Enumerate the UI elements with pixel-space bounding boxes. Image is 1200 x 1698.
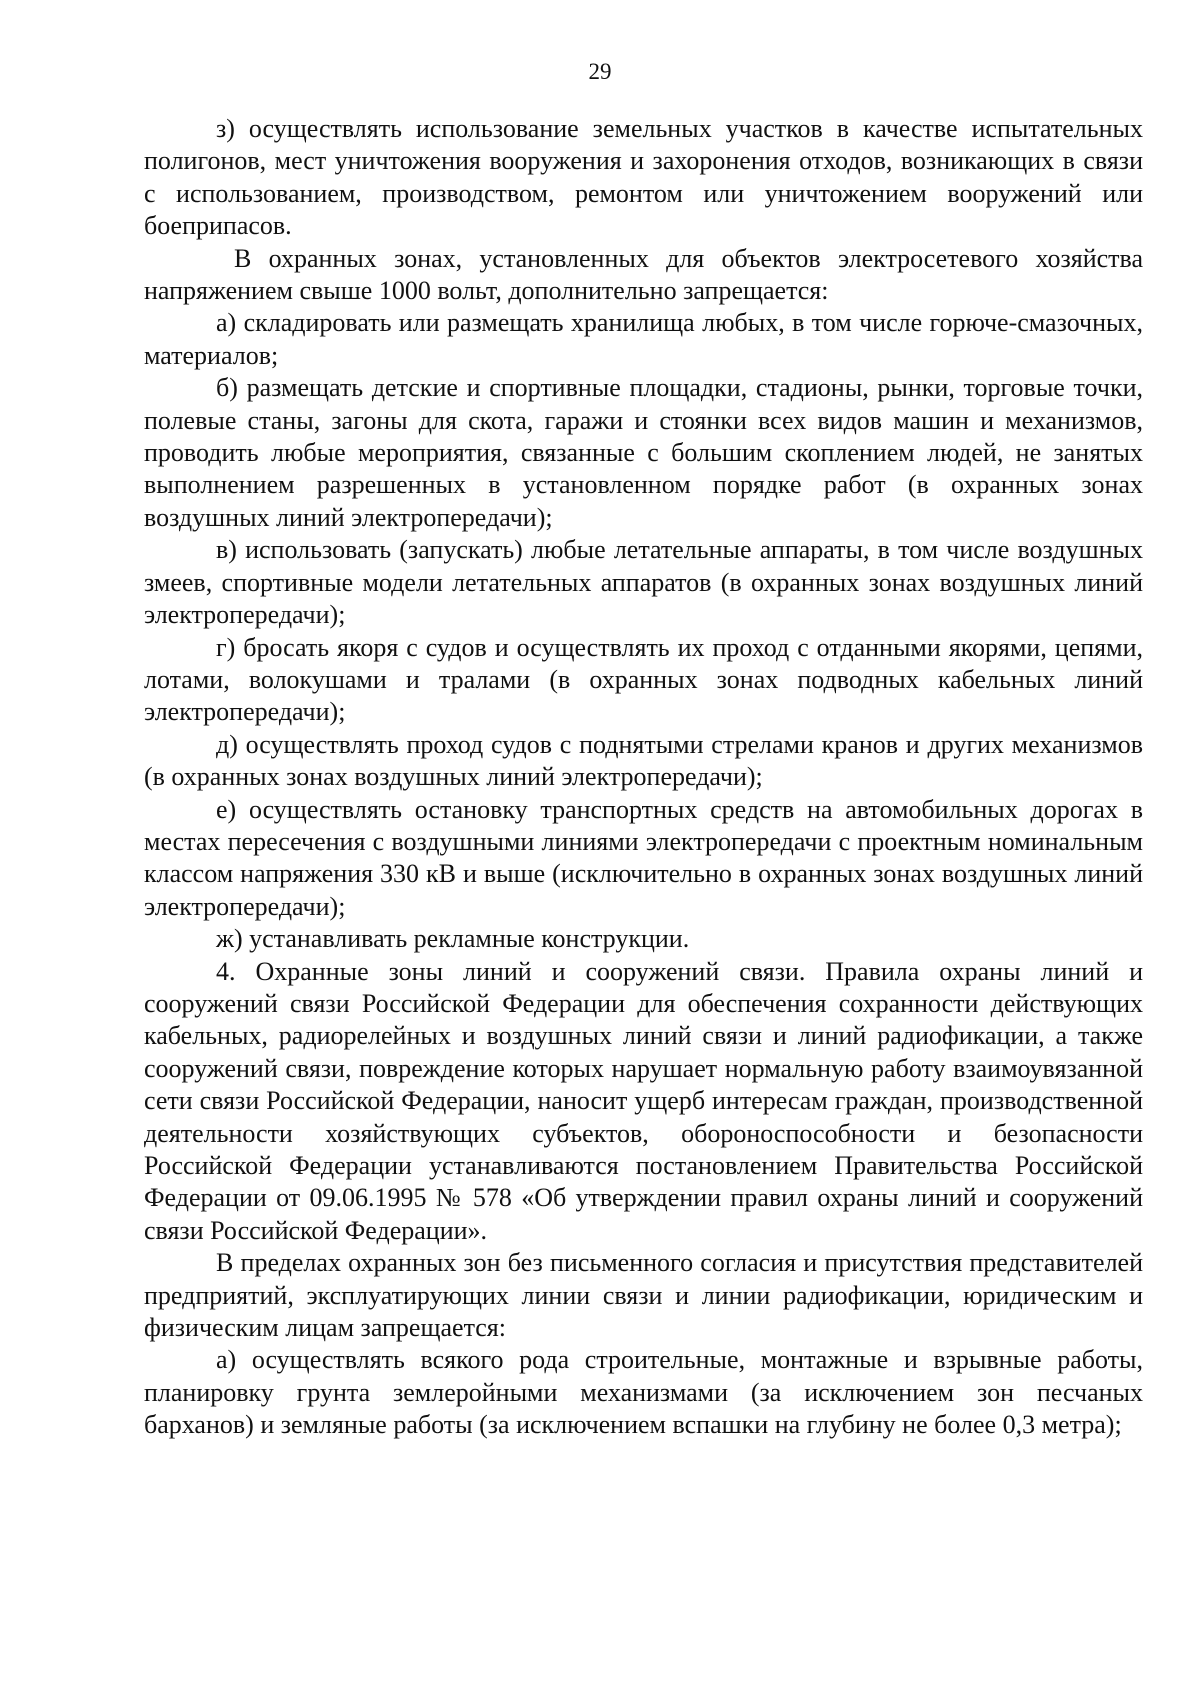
paragraph-item-z: з) осуществлять использование земельных участков в качестве испытательных полигонов, мест уничтожения вооружения и захоронения отходов, возникающих в связи с использованием, производством, ремонтом или уничтожением вооружений или боеприпасов. — [144, 114, 1143, 241]
paragraph-power-zones-intro: В охранных зонах, установленных для объектов электросетевого хозяйства напряжением свыше 1000 вольт, дополнительно запрещается: — [144, 243, 1143, 306]
paragraph-section-4: 4. Охранные зоны линий и сооружений связи. Правила охраны линий и сооружений связи Российской Федерации для обеспечения сохранности действующих кабельных, радиорелейных и воздушных линий связи и линий радиофикации, а также сооружений связи, повреждение которых нарушает нормальную работу взаимоувязанной сети связи Российской Федерации, наносит ущерб интересам граждан, производственной деятельности хозяйствующих субъектов, обороноспособности и безопасности Российской Федерации устанавливаются постановлением Правительства Российской Федерации от 09.06.1995 № 578 «Об утверждении правил охраны линий и сооружений связи Российской Федерации». — [144, 956, 1143, 1245]
paragraph-comm-item-a: а) осуществлять всякого рода строительные, монтажные и взрывные работы, планировку грунта землеройными механизмами (за исключением зон песчаных барханов) и земляные работы (за исключением вспашки на глубину не более 0,3 метра); — [144, 1345, 1143, 1440]
paragraph-item-a: а) складировать или размещать хранилища любых, в том числе горюче-смазочных, материалов; — [144, 308, 1143, 370]
paragraph-item-b: б) размещать детские и спортивные площадки, стадионы, рынки, торговые точки, полевые станы, загоны для скота, гаражи и стоянки всех видов машин и механизмов, проводить любые мероприятия, связанные с большим скоплением людей, не занятых выполнением разрешенных в установленном порядке работ (в охранных зонах воздушных линий электропередачи); — [144, 373, 1143, 532]
paragraph-item-g: г) бросать якоря с судов и осуществлять их проход с отданными якорями, цепями, лотами, волокушами и тралами (в охранных зонах подводных кабельных линий электропередачи); — [144, 632, 1143, 727]
document-body — [144, 113, 1143, 1442]
paragraph-item-v: в) использовать (запускать) любые летательные аппараты, в том числе воздушных змеев, спортивные модели летательных аппаратов (в охранных зонах воздушных линий электропередачи); — [144, 535, 1143, 630]
paragraph-item-d: д) осуществлять проход судов с поднятыми стрелами кранов и других механизмов (в охранных зонах воздушных линий электропередачи); — [144, 729, 1143, 792]
page-number: 29 — [588, 59, 612, 84]
paragraph-item-zh: ж) устанавливать рекламные конструкции. — [216, 924, 690, 954]
paragraph-communication-zones-intro: В пределах охранных зон без письменного согласия и присутствия представителей предприятий, эксплуатирующих линии связи и линии радиофикации, юридическим и физическим лицам запрещается: — [144, 1248, 1143, 1343]
paragraph-item-e: е) осуществлять остановку транспортных средств на автомобильных дорогах в местах пересечения с воздушными линиями электропередачи с проектным номинальным классом напряжения 330 кВ и выше (исключительно в охранных зонах воздушных линий электропередачи); — [144, 794, 1143, 921]
